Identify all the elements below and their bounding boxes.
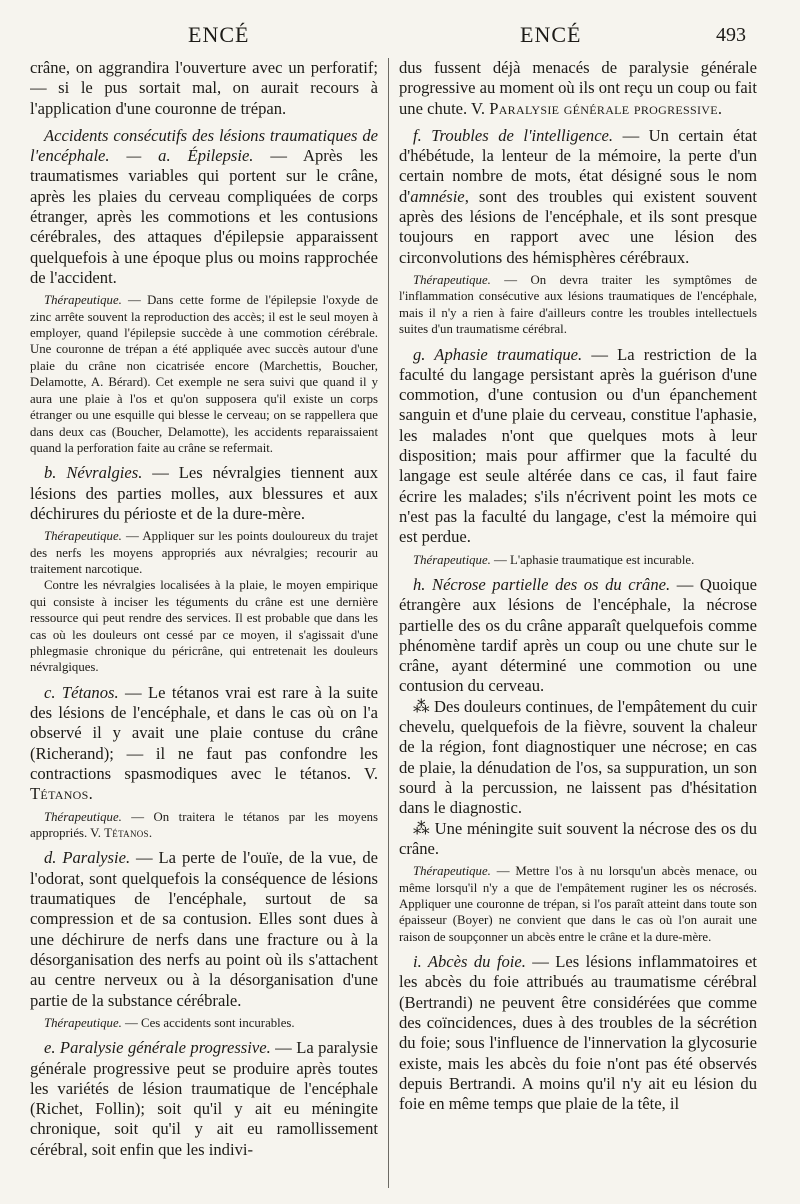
cross-reference: Tétanos	[104, 826, 149, 841]
section-heading: h. Nécrose partielle des os du crâne.	[413, 574, 671, 594]
section-paralysie: d. Paralysie. — La perte de l'ouïe, de la vue, de l'odorat, sont quelquefois la conséquence de lésions traumatiques de l'encéphale, surtout de sa compression et de sa contusion. Elles sont dues à une déchirure de nerfs dans une fracture ou à la désorganisation des nerfs au point où ils s'attachent au centre nerveux ou à la désorganisation d'une partie de la substance cérébrale.	[30, 848, 378, 1010]
paragraph-continuation: crâne, on aggrandira l'ouverture avec un perforatif; — si le pus sortait mal, on aurait recours à l'application d'une couronne de trépan.	[30, 58, 378, 118]
section-necrose: h. Nécrose partielle des os du crâne. — Quoique étrangère aux lésions de l'encéphale, la nécrose partielle des os du crâne apparaît quelquefois comme phénomène tardif après un coup ou une chute sur le crâne, ayant déterminé une commotion ou une contusion du cerveau.	[399, 574, 757, 696]
emphasis-term: amnésie	[410, 186, 465, 206]
paragraph-continuation: dus fussent déjà menacés de paralysie générale progressive au moment où ils ont reçu un coup ou fait une chute. V. Paralysie générale progressive.	[399, 58, 757, 118]
section-heading: f. Troubles de l'intelligence.	[413, 125, 614, 145]
section-aphasie: g. Aphasie traumatique. — La restriction de la faculté du langage persistant après la guérison d'une commotion, d'une contusion ou d'un épanchement sanguin et d'une plaie du cerveau, constitue l'aphasie, les malades n'ont que quelques mots à leur disposition; mais pour affirmer que la faculté du langage est seule altérée dans ce cas, il faut faire écrire les malades; s'ils n'écrivent point les mots ce n'est pas la faculté du langage, c'est la mémoire qui est perdue.	[399, 344, 757, 547]
section-heading: Accidents consécutifs des lésions traumatiques de l'encéphale. — a. Épilepsie.	[30, 125, 378, 166]
section-heading: i. Abcès du foie.	[413, 952, 526, 972]
cross-reference: Paralysie générale progressive	[489, 98, 718, 118]
section-epilepsie: Accidents consécutifs des lésions traumatiques de l'encéphale. — a. Épilepsie. — Après les traumatismes variables qui portent sur le crâne, après les plaies du cerveau compliquées de corps étranger, après les commotions et les contusions cérébrales, des attaques d'épilepsie apparaissent quelquefois à une époque plus ou moins rapprochée de l'accident.	[30, 125, 378, 287]
therapeutique-note: Thérapeutique. — L'aphasie traumatique est incurable.	[413, 552, 695, 567]
running-title-left: ENCÉ	[188, 22, 250, 47]
small-paragraph: Contre les névralgies localisées à la plaie, le moyen empirique qui consiste à inciser les téguments du crâne est une dernière ressource qui peut rendre des services. Il est probable que dans les cas où les douleurs ont cessé par ce moyen, il s'agissait d'une phlegmasie chronique du péricrâne, qui entretenait les douleurs névralgiques.	[30, 578, 378, 675]
section-abces-foie: i. Abcès du foie. — Les lésions inflammatoires et les abcès du foie attribués au traumatisme cérébral (Bertrandi) ne peuvent être considérées que comme des coïncidences, dues à des troubles de la sécrétion du foie; sous l'influence de l'innervation la glycosurie existe, mais les abcès du foie n'ont pas été observés depuis Bertrandi. A moins qu'il n'y ait eu lésion du foie en même temps que plaie de la tête, il	[399, 952, 757, 1114]
therapeutique-label: Thérapeutique.	[44, 529, 122, 544]
therapeutique-note: Thérapeutique. — Appliquer sur les points douloureux du trajet des nerfs les moyens appropriés aux névralgies; recourir au traitement narcotique.	[30, 529, 378, 577]
running-header	[0, 22, 800, 52]
therapeutique-label: Thérapeutique.	[44, 1015, 122, 1030]
therapeutique-note: Thérapeutique. — Dans cette forme de l'épilepsie l'oxyde de zinc arrête souvent la reproduction des accès; il est le seul moyen à employer, quand l'épilepsie succède à une commotion cérébrale. Une couronne de trépan a été appliquée avec succès autour d'une plaie du crâne non cicatrisée encore (Marchettis, Boucher, Delamotte, A. Bérard). Cet exemple ne sera suivi que quand il y aura une plaie à l'os et qu'on supposera qu'il existe un corps étranger ou une esquille qui blesse le cerveau; on se rappellera que dans deux cas (Boucher, Delamotte), les accidents reparaissaient quand la perforation faite au crâne se refermait.	[30, 293, 378, 455]
column-divider	[388, 58, 389, 1188]
left-column	[30, 58, 378, 1198]
prognostic-paragraph: ⁂ Une méningite suit souvent la nécrose des os du crâne.	[399, 818, 757, 858]
diagnostic-paragraph: ⁂ Des douleurs continues, de l'empâtement du cuir chevelu, quelquefois de la fièvre, souvent la chaleur de la région, font diagnostiquer une nécrose; en cas de plaie, la dénudation de l'os, sa suppuration, un son sourd à la percussion, ne laissent pas d'hésitation dans le diagnostic.	[399, 696, 757, 818]
section-paralysie-generale: e. Paralysie générale progressive. — La paralysie générale progressive peut se produire après toutes les variétés de lésion traumatique de l'encéphale (Richet, Follin); soit qu'il y ait eu méningite chronique, soit qu'il y ait eu ramollissement cérébral, soit enfin que les indivi-	[30, 1038, 378, 1159]
therapeutique-label: Thérapeutique.	[413, 272, 491, 287]
running-title-right: ENCÉ	[520, 22, 582, 47]
right-column	[399, 58, 757, 1198]
therapeutique-note: Thérapeutique. — Mettre l'os à nu lorsqu'un abcès menace, ou même lorsqu'il n'y a que de l'empâtement ruginer les os nécrosés. Appliquer une couronne de trépan, si l'os paraît atteint dans toute son épaisseur (Boyer) ne convient que dans le cas où l'on aurait une raison de soupçonner un abcès entre le crâne et la dure-mère.	[399, 864, 757, 944]
section-nevralgies: b. Névralgies. — Les névralgies tiennent aux lésions des parties molles, aux blessures et aux déchirures du périoste et de la dure-mère.	[30, 463, 378, 523]
therapeutique-note: Thérapeutique. — On traitera le tétanos par les moyens appropriés. V. Tétanos.	[30, 809, 378, 841]
cross-reference: Tétanos	[30, 784, 89, 804]
therapeutique-note: Thérapeutique. — On devra traiter les symptômes de l'inflammation consécutive aux lésions traumatiques de l'encéphale, mais il n'y a rien à faire d'ailleurs contre les troubles intellectuels suites d'un traumatisme cérébral.	[399, 272, 757, 337]
section-heading: d. Paralysie.	[44, 848, 131, 868]
page-number: 493	[716, 24, 746, 46]
therapeutique-label: Thérapeutique.	[413, 864, 491, 879]
section-tetanos: c. Tétanos. — Le tétanos vrai est rare à la suite des lésions de l'encéphale, et dans le cas où on l'a observé il y avait une plaie contuse du crâne (Richerand); — il ne faut pas confondre les contractions spasmodiques avec le tétanos. V. Tétanos.	[30, 682, 378, 804]
section-heading: g. Aphasie traumatique.	[413, 344, 583, 364]
therapeutique-label: Thérapeutique.	[44, 809, 122, 824]
section-troubles-intelligence: f. Troubles de l'intelligence. — Un certain état d'hébétude, la lenteur de la mémoire, la perte d'un certain nombre de mots, état désigné sous le nom d'amnésie, sont des troubles qui existent souvent après des lésions de l'encéphale, et ils sont presque toujours en rapport avec une lésion des circonvolutions des hémisphères cérébraux.	[399, 125, 757, 267]
section-heading: b. Névralgies.	[44, 463, 143, 483]
section-heading: e. Paralysie générale progressive.	[44, 1038, 271, 1058]
therapeutique-label: Thérapeutique.	[413, 552, 491, 567]
therapeutique-label: Thérapeutique.	[44, 293, 122, 308]
therapeutique-note: Thérapeutique. — Ces accidents sont incurables.	[44, 1015, 295, 1030]
section-heading: c. Tétanos.	[44, 682, 119, 702]
